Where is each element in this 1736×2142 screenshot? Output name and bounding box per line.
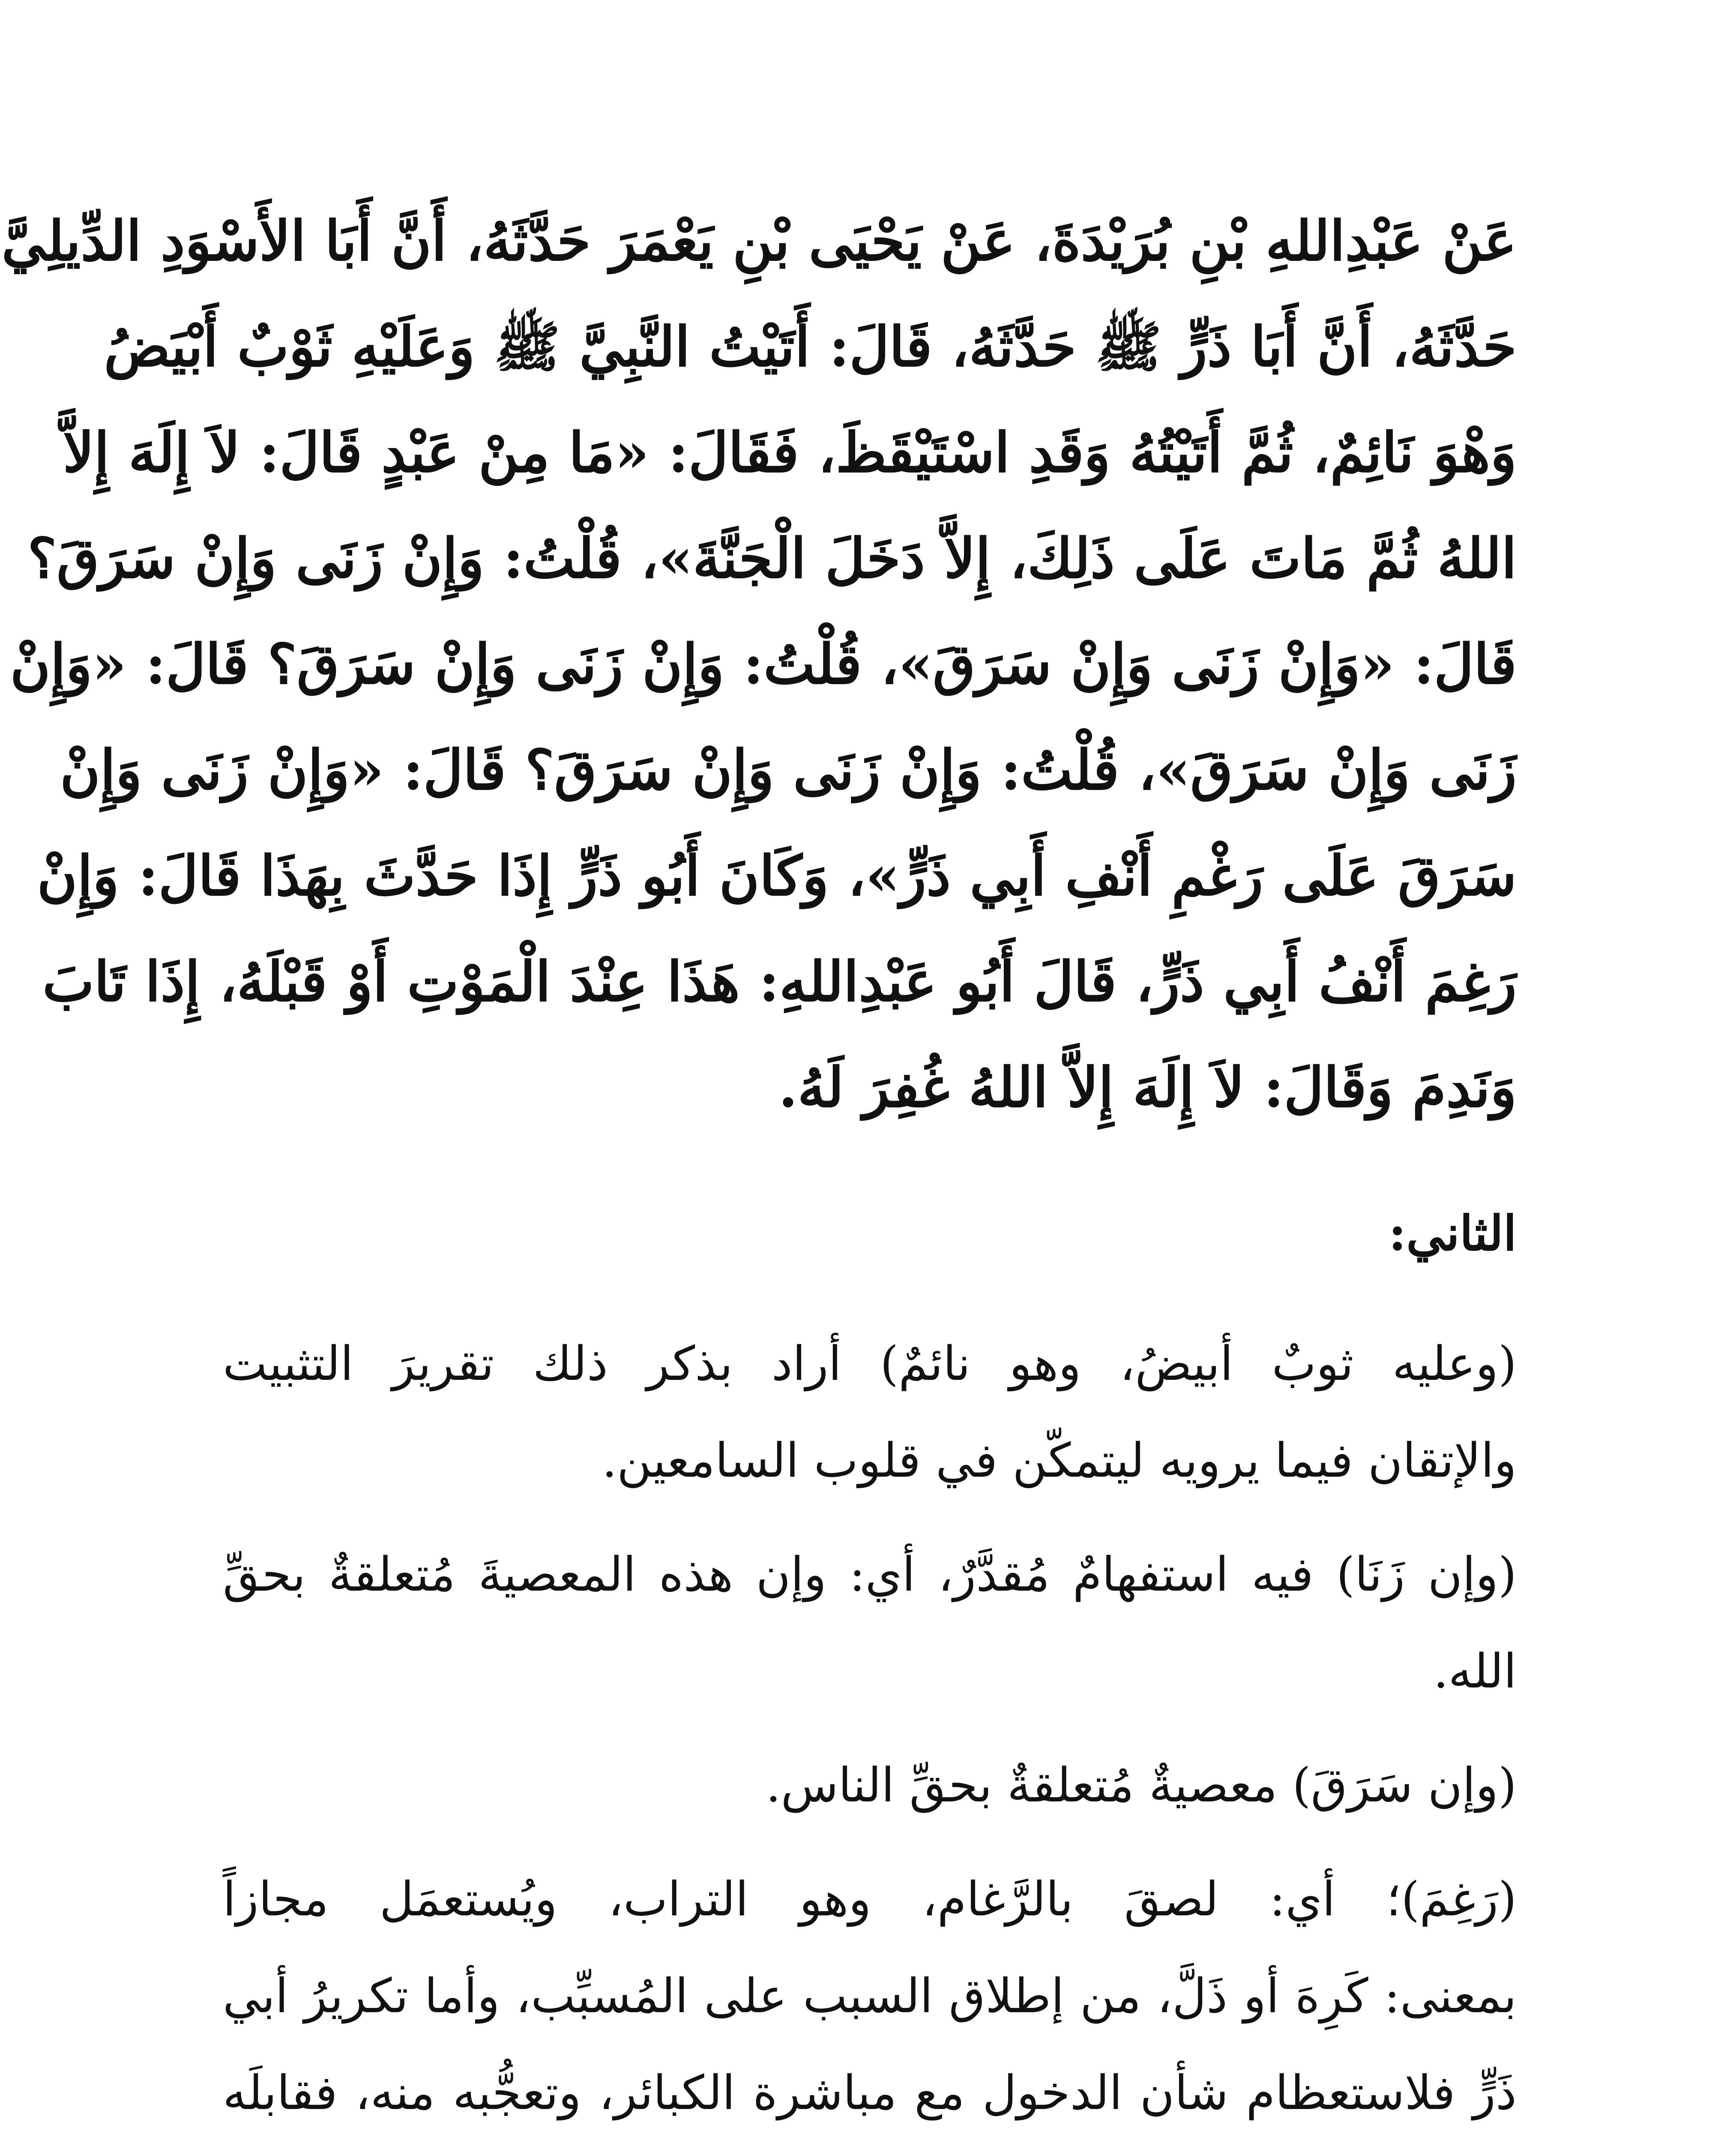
section-heading: الثاني:: [1388, 1206, 1517, 1262]
hadith-line: سَرَقَ عَلَى رَغْمِ أَنْفِ أَبِي ذَرٍّ»، وَكَانَ أَبُو ذَرٍّ إِذَا حَدَّثَ بِهَذَا قَالَ: وَإِنْ: [37, 844, 1517, 908]
commentary-line: الله.: [1433, 1644, 1517, 1699]
hadith-line: اللهُ ثُمَّ مَاتَ عَلَى ذَلِكَ، إِلاَّ دَخَلَ الْجَنَّةَ»، قُلْتُ: وَإِنْ زَنَى وَإِنْ سَرَقَ؟: [27, 527, 1517, 591]
commentary-line: (رَغِمَ)؛ أي: لصقَ بالرَّغام، وهو التراب، ويُستعمَل مجازاً: [223, 1872, 1517, 1927]
hadith-line: وَهْوَ نَائِمٌ، ثُمَّ أَتَيْتُهُ وَقَدِ اسْتَيْقَظَ، فَقَالَ: «مَا مِنْ عَبْدٍ قَالَ: لاَ إِلَهَ إِلاَّ: [63, 421, 1517, 485]
hadith-text: [1, 188, 1517, 1141]
hadith-line: رَغِمَ أَنْفُ أَبِي ذَرٍّ، قَالَ أَبُو عَبْدِاللهِ: هَذَا عِنْدَ الْمَوْتِ أَوْ قَبْلَهُ، إِذَا تَابَ: [42, 950, 1517, 1014]
commentary-line: (وإن زَنَا) فيه استفهامٌ مُقدَّرٌ، أي: وإن هذه المعصيةَ مُتعلقةٌ بحقِّ: [223, 1547, 1517, 1602]
hadith-line: وَنَدِمَ وَقَالَ: لاَ إِلَهَ إِلاَّ اللهُ غُفِرَ لَهُ.: [778, 1056, 1517, 1120]
commentary-text: [223, 1315, 1517, 2142]
commentary-line: ذَرٍّ فلاستعظام شأن الدخول مع مباشرة الكبائر، وتعجُّبه منه، فقابلَه: [223, 2065, 1517, 2120]
commentary-paragraph: [223, 1315, 1517, 1509]
commentary-line: والإتقان فيما يرويه ليتمكّن في قلوب السامعين.: [602, 1433, 1517, 1488]
hadith-line: زَنَى وَإِنْ سَرَقَ»، قُلْتُ: وَإِنْ زَنَى وَإِنْ سَرَقَ؟ قَالَ: «وَإِنْ زَنَى وَإِنْ: [60, 738, 1517, 802]
commentary-paragraph: [223, 1851, 1517, 2142]
commentary-paragraph: [223, 1737, 1517, 1834]
hadith-line: قَالَ: «وَإِنْ زَنَى وَإِنْ سَرَقَ»، قُلْتُ: وَإِنْ زَنَى وَإِنْ سَرَقَ؟ قَالَ: «وَإِنْ: [10, 632, 1517, 697]
hadith-line: حَدَّثَهُ، أَنَّ أَبَا ذَرٍّ ﷺ حَدَّثَهُ، قَالَ: أَتَيْتُ النَّبِيَّ ﷺ وَعَلَيْهِ ثَوْبٌ أَبْيَضُ: [104, 315, 1517, 379]
commentary-line: (وعليه ثوبٌ أبيضُ، وهو نائمٌ) أراد بذكر ذلك تقريرَ التثبيت: [223, 1336, 1517, 1391]
commentary-line: بمعنى: كَرِهَ أو ذَلَّ، من إطلاق السبب على المُسبِّب، وأما تكريرُ أبي: [223, 1968, 1517, 2023]
commentary-paragraph: [223, 1526, 1517, 1720]
hadith-line: عَنْ عَبْدِاللهِ بْنِ بُرَيْدَةَ، عَنْ يَحْيَى بْنِ يَعْمَرَ حَدَّثَهُ، أَنَّ أَبَا الأَسْوَدِ الدِّيلِيَّ: [1, 209, 1517, 273]
commentary-line: (وإن سَرَقَ) معصيةٌ مُتعلقةٌ بحقِّ الناس.: [766, 1758, 1517, 1813]
